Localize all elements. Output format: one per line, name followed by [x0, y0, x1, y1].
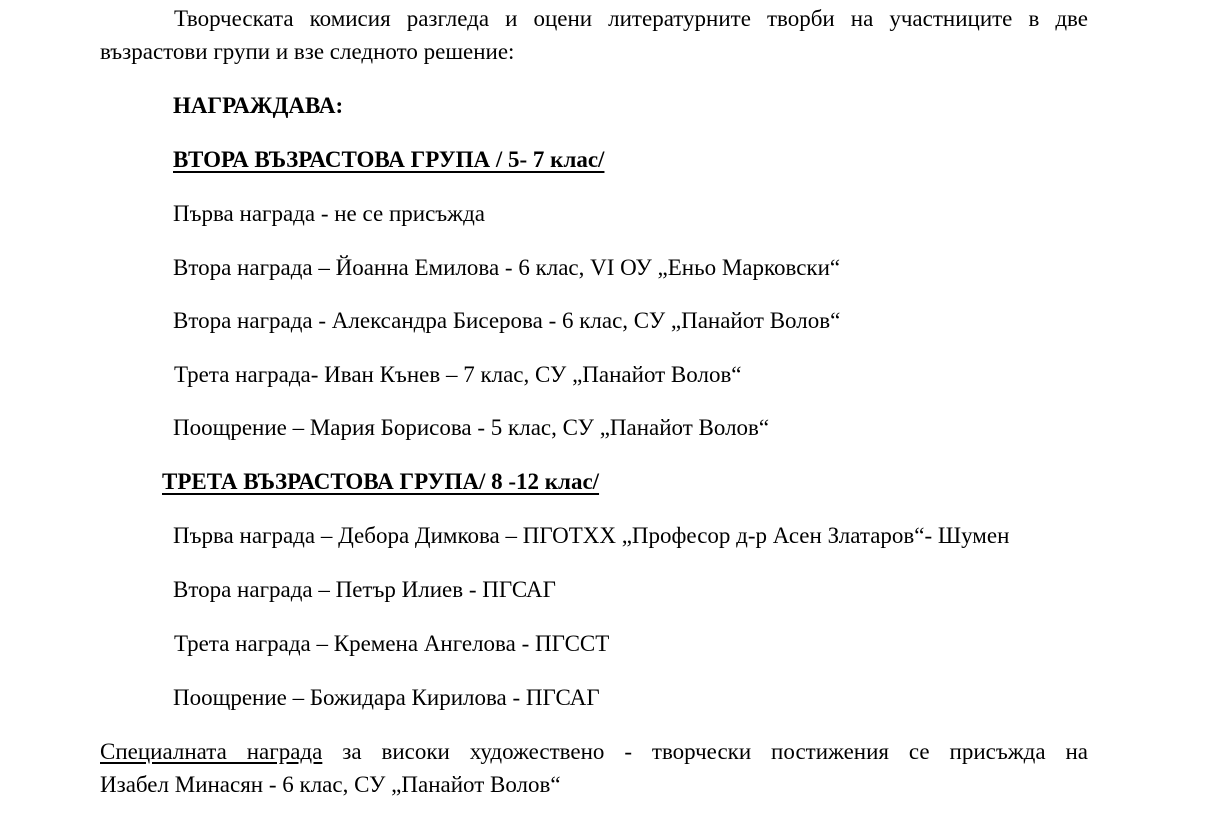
group-3-item-3: Трета награда – Кремена Ангелова - ПГССТ [174, 631, 610, 656]
group-2-item-5: Поощрение – Мария Борисова - 5 клас, СУ „Панайот Волов“ [173, 415, 770, 440]
special-award-line-1 [100, 738, 1088, 766]
special-award-description: за високи художествено - творчески постижения се присъжда на [322, 739, 1088, 764]
group-2-item-4: Трета награда- Иван Кънев – 7 клас, СУ „Панайот Волов“ [174, 362, 742, 387]
award-heading: НАГРАЖДАВА: [173, 93, 344, 118]
group-2-item-1: Първа награда - не се присъжда [173, 201, 485, 226]
special-award-line-2: Изабел Минасян - 6 клас, СУ „Панайот Волов“ [100, 772, 561, 797]
group-2-item-3: Втора награда - Александра Бисерова - 6 клас, СУ „Панайот Волов“ [173, 308, 841, 333]
group-2-item-2: Втора награда – Йоанна Емилова - 6 клас, VI ОУ „Еньо Марковски“ [173, 255, 841, 280]
group-3-item-4: Поощрение – Божидара Кирилова - ПГСАГ [173, 685, 600, 710]
intro-paragraph-line-2: възрастови групи и взе следното решение: [100, 39, 515, 64]
special-award-label: Специалната награда [100, 739, 323, 764]
group-3-item-1: Първа награда – Дебора Димкова – ПГОТХХ „Професор д-р Асен Златаров“- Шумен [173, 523, 1010, 548]
intro-paragraph-line-1: Творческата комисия разгледа и оцени литературните творби на участниците в две [174, 6, 1088, 31]
group-2-title: ВТОРА ВЪЗРАСТОВА ГРУПА / 5- 7 клас/ [173, 147, 605, 172]
group-3-title: ТРЕТА ВЪЗРАСТОВА ГРУПА/ 8 -12 клас/ [162, 469, 600, 494]
group-3-item-2: Втора награда – Петър Илиев - ПГСАГ [173, 577, 556, 602]
